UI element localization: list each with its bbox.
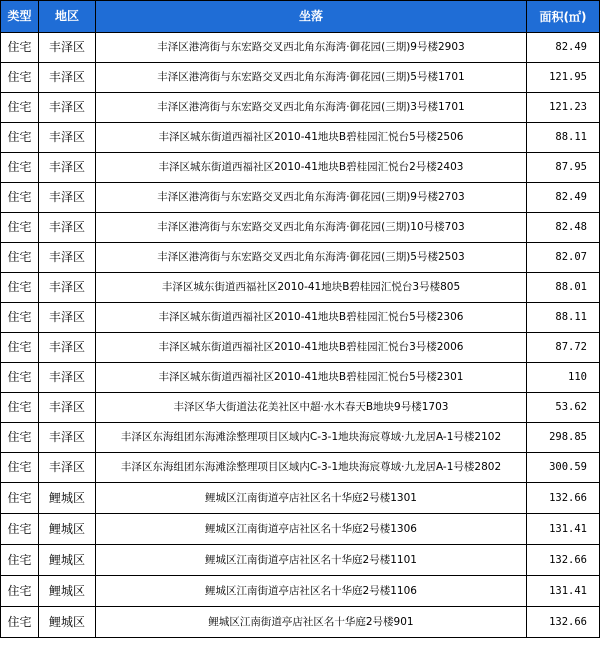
cell-area: 110 — [527, 363, 600, 393]
cell-area: 121.23 — [527, 93, 600, 123]
cell-area: 82.07 — [527, 243, 600, 273]
cell-location: 鲤城区江南街道亭店社区名十华庭2号楼1101 — [96, 545, 527, 576]
cell-area: 88.11 — [527, 123, 600, 153]
cell-district: 鲤城区 — [39, 483, 96, 514]
cell-location: 丰泽区东海组团东海滩涂整理项目区域内C-3-1地块海宸尊域·九龙居A-1号楼2802 — [96, 453, 527, 483]
cell-area: 132.66 — [527, 483, 600, 514]
table-row — [1, 63, 600, 93]
cell-type: 住宅 — [1, 363, 39, 393]
cell-district: 丰泽区 — [39, 363, 96, 393]
cell-district: 丰泽区 — [39, 213, 96, 243]
table-row — [1, 243, 600, 273]
header-type: 类型 — [1, 1, 39, 33]
cell-location: 丰泽区城东街道西福社区2010-41地块B碧桂园汇悦台5号楼2306 — [96, 303, 527, 333]
header-district: 地区 — [39, 1, 96, 33]
table-row — [1, 363, 600, 393]
table-row — [1, 333, 600, 363]
table-body — [1, 33, 600, 638]
cell-district: 丰泽区 — [39, 273, 96, 303]
cell-location: 丰泽区港湾街与东宏路交叉西北角东海湾·御花园(三期)3号楼1701 — [96, 93, 527, 123]
cell-location: 鲤城区江南街道亭店社区名十华庭2号楼1301 — [96, 483, 527, 514]
table-row — [1, 576, 600, 607]
cell-location: 丰泽区港湾街与东宏路交叉西北角东海湾·御花园(三期)9号楼2703 — [96, 183, 527, 213]
cell-location: 丰泽区城东街道西福社区2010-41地块B碧桂园汇悦台5号楼2301 — [96, 363, 527, 393]
cell-district: 丰泽区 — [39, 153, 96, 183]
cell-type: 住宅 — [1, 545, 39, 576]
cell-area: 82.49 — [527, 183, 600, 213]
cell-type: 住宅 — [1, 123, 39, 153]
cell-location: 丰泽区港湾街与东宏路交叉西北角东海湾·御花园(三期)10号楼703 — [96, 213, 527, 243]
cell-location: 丰泽区港湾街与东宏路交叉西北角东海湾·御花园(三期)9号楼2903 — [96, 33, 527, 63]
cell-area: 131.41 — [527, 514, 600, 545]
cell-district: 丰泽区 — [39, 243, 96, 273]
cell-district: 丰泽区 — [39, 183, 96, 213]
header-area: 面积(㎡) — [527, 1, 600, 33]
cell-location: 丰泽区港湾街与东宏路交叉西北角东海湾·御花园(三期)5号楼2503 — [96, 243, 527, 273]
cell-type: 住宅 — [1, 303, 39, 333]
cell-type: 住宅 — [1, 33, 39, 63]
cell-type: 住宅 — [1, 514, 39, 545]
cell-district: 丰泽区 — [39, 93, 96, 123]
cell-area: 132.66 — [527, 607, 600, 638]
cell-area: 132.66 — [527, 545, 600, 576]
table-row — [1, 273, 600, 303]
cell-area: 88.01 — [527, 273, 600, 303]
cell-area: 88.11 — [527, 303, 600, 333]
cell-district: 丰泽区 — [39, 393, 96, 423]
cell-area: 82.48 — [527, 213, 600, 243]
cell-type: 住宅 — [1, 153, 39, 183]
table-row — [1, 213, 600, 243]
cell-district: 丰泽区 — [39, 123, 96, 153]
cell-district: 丰泽区 — [39, 423, 96, 453]
cell-district: 丰泽区 — [39, 453, 96, 483]
cell-type: 住宅 — [1, 423, 39, 453]
cell-type: 住宅 — [1, 273, 39, 303]
cell-area: 87.95 — [527, 153, 600, 183]
cell-location: 丰泽区城东街道西福社区2010-41地块B碧桂园汇悦台3号楼805 — [96, 273, 527, 303]
cell-area: 53.62 — [527, 393, 600, 423]
cell-location: 鲤城区江南街道亭店社区名十华庭2号楼1106 — [96, 576, 527, 607]
header-location: 坐落 — [96, 1, 527, 33]
table-row — [1, 123, 600, 153]
cell-type: 住宅 — [1, 63, 39, 93]
cell-district: 丰泽区 — [39, 33, 96, 63]
cell-type: 住宅 — [1, 93, 39, 123]
cell-type: 住宅 — [1, 243, 39, 273]
cell-location: 丰泽区城东街道西福社区2010-41地块B碧桂园汇悦台2号楼2403 — [96, 153, 527, 183]
table-row — [1, 183, 600, 213]
table-row — [1, 453, 600, 483]
cell-location: 丰泽区华大街道法花美社区中超·水木春天B地块9号楼1703 — [96, 393, 527, 423]
cell-district: 丰泽区 — [39, 333, 96, 363]
table-row — [1, 483, 600, 514]
cell-location: 鲤城区江南街道亭店社区名十华庭2号楼1306 — [96, 514, 527, 545]
cell-area: 300.59 — [527, 453, 600, 483]
cell-location: 丰泽区港湾街与东宏路交叉西北角东海湾·御花园(三期)5号楼1701 — [96, 63, 527, 93]
cell-area: 131.41 — [527, 576, 600, 607]
table-row — [1, 514, 600, 545]
cell-district: 鲤城区 — [39, 576, 96, 607]
cell-area: 87.72 — [527, 333, 600, 363]
cell-type: 住宅 — [1, 453, 39, 483]
cell-type: 住宅 — [1, 483, 39, 514]
cell-type: 住宅 — [1, 333, 39, 363]
cell-district: 鲤城区 — [39, 607, 96, 638]
table-row — [1, 423, 600, 453]
table-row — [1, 393, 600, 423]
cell-district: 鲤城区 — [39, 545, 96, 576]
cell-area: 121.95 — [527, 63, 600, 93]
table-row — [1, 303, 600, 333]
cell-type: 住宅 — [1, 213, 39, 243]
table-row — [1, 607, 600, 638]
cell-type: 住宅 — [1, 607, 39, 638]
cell-district: 丰泽区 — [39, 63, 96, 93]
cell-area: 298.85 — [527, 423, 600, 453]
cell-location: 丰泽区城东街道西福社区2010-41地块B碧桂园汇悦台5号楼2506 — [96, 123, 527, 153]
header-row — [1, 1, 600, 33]
table-row — [1, 153, 600, 183]
table-row — [1, 93, 600, 123]
cell-district: 鲤城区 — [39, 514, 96, 545]
cell-district: 丰泽区 — [39, 303, 96, 333]
cell-type: 住宅 — [1, 576, 39, 607]
cell-type: 住宅 — [1, 183, 39, 213]
cell-area: 82.49 — [527, 33, 600, 63]
cell-location: 鲤城区江南街道亭店社区名十华庭2号楼901 — [96, 607, 527, 638]
table-row — [1, 33, 600, 63]
cell-location: 丰泽区东海组团东海滩涂整理项目区域内C-3-1地块海宸尊域·九龙居A-1号楼2102 — [96, 423, 527, 453]
cell-location: 丰泽区城东街道西福社区2010-41地块B碧桂园汇悦台3号楼2006 — [96, 333, 527, 363]
cell-type: 住宅 — [1, 393, 39, 423]
table-row — [1, 545, 600, 576]
